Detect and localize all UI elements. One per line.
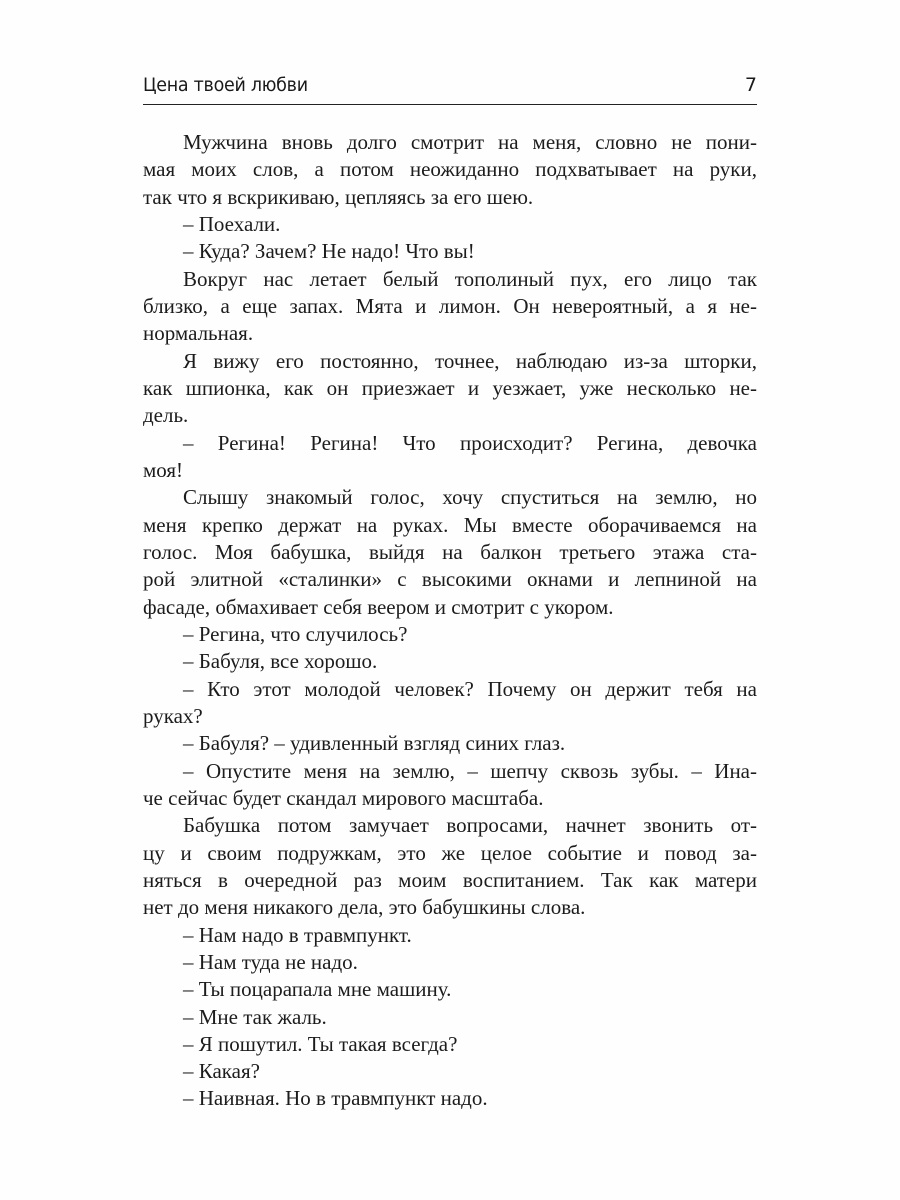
text-line: – Бабуля, все хорошо. (183, 649, 378, 674)
text-line: моя! (143, 457, 184, 482)
text-line: голос. Моя бабушка, выйдя на балкон третьего этажа ста- (143, 539, 757, 564)
text-line: – Кто этот молодой человек? Почему он держит тебя на (183, 676, 757, 701)
body-text (143, 129, 757, 1113)
text-line: – Мне так жаль. (183, 1004, 327, 1029)
text-line: Слышу знакомый голос, хочу спуститься на землю, но (183, 485, 757, 510)
text-line: так что я вскрикиваю, цепляясь за его шею. (143, 184, 534, 209)
text-line: фасаде, обмахивает себя веером и смотрит с укором. (143, 594, 614, 619)
text-line: – Какая? (183, 1059, 260, 1084)
running-title: Цена твоей любви (143, 74, 308, 96)
text-line: Мужчина вновь долго смотрит на меня, словно не пони- (183, 130, 757, 154)
text-line: – Нам надо в травмпункт. (183, 922, 412, 947)
text-line: – Куда? Зачем? Не надо! Что вы! (183, 239, 475, 264)
text-line: – Регина, что случилось? (183, 621, 408, 646)
text-line: – Наивная. Но в травмпункт надо. (183, 1086, 488, 1111)
text-line: – Ты поцарапала мне машину. (183, 977, 452, 1002)
text-line: нет до меня никакого дела, это бабушкины слова. (143, 895, 586, 920)
text-line: меня крепко держат на руках. Мы вместе оборачиваемся на (143, 512, 757, 537)
text-line: цу и своим подружкам, это же целое событие и повод за- (143, 840, 757, 865)
text-line: – Бабуля? – удивленный взгляд синих глаз. (183, 731, 566, 756)
text-line: Я вижу его постоянно, точнее, наблюдаю из-за шторки, (183, 348, 757, 373)
text-line: дель. (143, 403, 189, 428)
text-line: нормальная. (143, 321, 254, 346)
text-line: Бабушка потом замучает вопросами, начнет звонить от- (183, 813, 757, 838)
text-line: няться в очередной раз моим воспитанием. Так как матери (143, 867, 757, 892)
page-header (143, 74, 757, 104)
text-line: как шпионка, как он приезжает и уезжает, уже несколько не- (143, 375, 757, 400)
text-line: руках? (143, 703, 203, 728)
header-rule (143, 104, 757, 105)
text-line: че сейчас будет скандал мирового масштаба. (143, 785, 544, 810)
text-line: близко, а еще запах. Мята и лимон. Он невероятный, а я не- (143, 293, 757, 318)
text-line: Вокруг нас летает белый тополиный пух, его лицо так (183, 266, 757, 291)
text-line: – Опустите меня на землю, – шепчу сквозь зубы. – Ина- (183, 758, 757, 783)
text-line: – Поехали. (183, 211, 281, 236)
text-line: – Я пошутил. Ты такая всегда? (183, 1031, 458, 1056)
text-line: мая моих слов, а потом неожиданно подхватывает на руки, (143, 157, 757, 182)
text-line: – Нам туда не надо. (183, 949, 358, 974)
page-number: 7 (744, 74, 757, 96)
text-line: рой элитной «сталинки» с высокими окнами и лепниной на (143, 567, 757, 592)
text-line: – Регина! Регина! Что происходит? Регина, девочка (183, 430, 757, 455)
